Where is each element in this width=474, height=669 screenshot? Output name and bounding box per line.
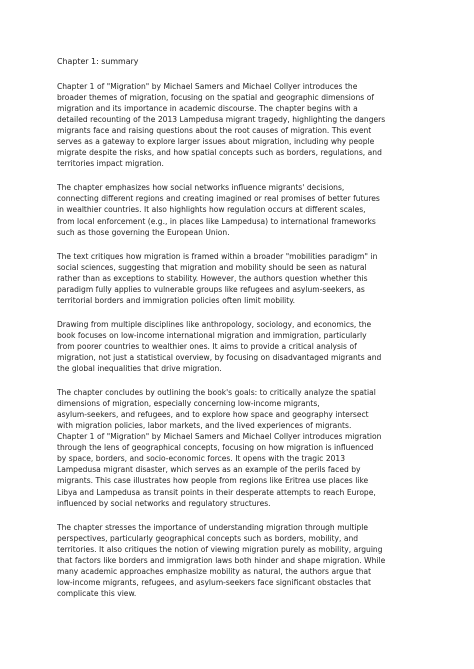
paragraph <box>57 522 418 599</box>
paragraph-line: The chapter concludes by outlining the book's goals: to critically analyze the spatial <box>57 388 376 398</box>
paragraph-line: territorial borders and immigration policies often limit mobility. <box>57 295 296 305</box>
paragraph-line: asylum-seekers, and refugees, and to explore how space and geography intersect <box>57 410 369 420</box>
paragraph-line: many academic approaches emphasize mobility as natural, the authors argue that <box>57 566 372 576</box>
paragraph-line: The chapter emphasizes how social networks influence migrants' decisions, <box>57 183 345 193</box>
paragraph-line: connecting different regions and creating imagined or real promises of better futures <box>57 194 380 204</box>
paragraph-line: low-income migrants, refugees, and asylum-seekers face significant obstacles that <box>57 577 371 587</box>
paragraph-line: from local enforcement (e.g., in places like Lampedusa) to international frameworks <box>57 216 376 226</box>
paragraph-line: from poorer countries to wealthier ones. It aims to provide a critical analysis of <box>57 341 357 351</box>
paragraph <box>57 251 418 306</box>
paragraph-line: migrate despite the risks, and how spatial concepts such as borders, regulations, and <box>57 148 382 158</box>
paragraph-line: dimensions of migration, especially concerning low-income migrants, <box>57 399 320 409</box>
paragraph-line: with migration policies, labor markets, and the lived experiences of migrants. <box>57 421 352 431</box>
paragraph-line: by space, borders, and socio-economic forces. It opens with the tragic 2013 <box>57 454 346 464</box>
paragraph-line: serves as a gateway to explore larger issues about migration, including why people <box>57 137 375 147</box>
paragraph <box>57 182 418 237</box>
paragraph-line: book focuses on low-income international migration and immigration, particularly <box>57 330 367 340</box>
paragraph-line: migration and its importance in academic discourse. The chapter begins with a <box>57 104 358 114</box>
paragraph-line: Chapter 1 of "Migration" by Michael Samers and Michael Collyer introduces the <box>57 82 358 91</box>
paragraph-line: migrants face and raising questions about the root causes of migration. This event <box>57 126 372 136</box>
paragraph-line: complicate this view. <box>57 588 137 598</box>
paragraph-line: migrants. This case illustrates how people from regions like Eritrea use places like <box>57 476 369 486</box>
paragraph-line: the global inequalities that drive migration. <box>57 364 222 374</box>
paragraph <box>57 387 418 509</box>
paragraph-line: through the lens of geographical concepts, focusing on how migration is influenced <box>57 443 374 453</box>
paragraph-line: social sciences, suggesting that migration and mobility should be seen as natural <box>57 262 367 272</box>
paragraph-line: migration, not just a statistical overview, by focusing on disadvantaged migrants and <box>57 352 382 362</box>
paragraph-line: The text critiques how migration is framed within a broader "mobilities paradigm" in <box>57 251 378 261</box>
paragraph-line: paradigm fully applies to vulnerable groups like refugees and asylum-seekers, as <box>57 284 365 294</box>
paragraph-line: that factors like borders and immigration laws both hinder and shape migration. While <box>57 555 386 565</box>
paragraph <box>57 81 418 169</box>
paragraph-line: territories impact migration. <box>57 159 164 169</box>
paragraph-line: detailed recounting of the 2013 Lampedusa migrant tragedy, highlighting the dangers <box>57 115 386 125</box>
paragraph-line: Chapter 1 of "Migration" by Michael Samers and Michael Collyer introduces migration <box>57 432 382 442</box>
paragraph-line: in wealthier countries. It also highlights how regulation occurs at different scales, <box>57 205 366 215</box>
paragraph-line: Libya and Lampedusa as transit points in their desperate attempts to reach Europe, <box>57 487 376 497</box>
paragraph-line: influenced by social networks and regulatory structures. <box>57 498 271 508</box>
document-body <box>57 81 418 599</box>
paragraph-line: Lampedusa migrant disaster, which serves as an example of the perils faced by <box>57 465 361 475</box>
paragraph-line: The chapter stresses the importance of understanding migration through multiple <box>57 522 369 532</box>
paragraph-line: Drawing from multiple disciplines like anthropology, sociology, and economics, the <box>57 319 372 329</box>
paragraph <box>57 319 418 374</box>
paragraph-line: such as those governing the European Union. <box>57 227 230 237</box>
paragraph-line: broader themes of migration, focusing on the spatial and geographic dimensions of <box>57 93 375 103</box>
document-title: Chapter 1: summary <box>57 57 139 66</box>
paragraph-line: territories. It also critiques the notion of viewing migration purely as mobility, arguing <box>57 544 383 554</box>
paragraph-line: perspectives, particularly geographical concepts such as borders, mobility, and <box>57 533 359 543</box>
paragraph-line: rather than as exceptions to stability. However, the authors question whether this <box>57 273 368 283</box>
